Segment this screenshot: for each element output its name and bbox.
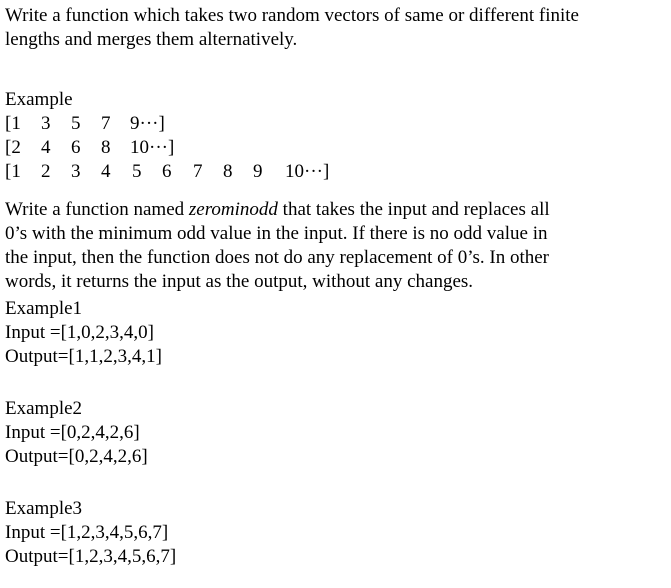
- task1-example-label: Example: [5, 89, 73, 110]
- example-matrix: [5, 112, 657, 184]
- matrix-cell: 3: [71, 161, 81, 182]
- matrix-cell: 5: [132, 161, 142, 182]
- matrix-cell: [1: [5, 161, 21, 182]
- matrix-cell: 3: [41, 113, 51, 134]
- matrix-cell: 8: [101, 137, 111, 158]
- document-body: [5, 4, 657, 569]
- matrix-cell: 2: [41, 161, 51, 182]
- matrix-cell: 9···]: [130, 113, 165, 134]
- matrix-cell: 10···]: [130, 137, 175, 158]
- example-label: Example3: [5, 498, 83, 519]
- task2-line-1-prefix: Write a function named: [5, 199, 189, 220]
- example-block-3: [5, 497, 657, 569]
- task1-description: [5, 4, 657, 52]
- matrix-cell: 5: [71, 113, 81, 134]
- function-name: zerominodd: [188, 199, 278, 220]
- example-input: Input =[0,2,4,2,6]: [5, 422, 140, 443]
- example-output: Output=[1,1,2,3,4,1]: [5, 346, 162, 367]
- matrix-cell: [2: [5, 137, 21, 158]
- task2-line-3: the input, then the function does not do any replacement of 0’s. In other: [5, 247, 549, 268]
- example-input: Input =[1,0,2,3,4,0]: [5, 322, 154, 343]
- example-input: Input =[1,2,3,4,5,6,7]: [5, 522, 169, 543]
- matrix-cell: 10···]: [285, 161, 330, 182]
- matrix-row-2: [5, 136, 657, 160]
- example-label: Example2: [5, 398, 83, 419]
- matrix-cell: 8: [223, 161, 233, 182]
- task2-line-2: 0’s with the minimum odd value in the input. If there is no odd value in: [5, 223, 548, 244]
- task2-line-1: [5, 198, 657, 222]
- matrix-cell: 7: [193, 161, 203, 182]
- task2-line-1-suffix: that takes the input and replaces all: [277, 199, 550, 220]
- task1-line-2: lengths and merges them alternatively.: [5, 29, 298, 50]
- task2-description: [5, 198, 657, 294]
- task2-line-4: words, it returns the input as the output, without any changes.: [5, 271, 474, 292]
- matrix-cell: 4: [41, 137, 51, 158]
- example-label: Example1: [5, 298, 83, 319]
- matrix-cell: 7: [101, 113, 111, 134]
- task2-section: [5, 198, 657, 569]
- example-block-1: [5, 297, 657, 369]
- example-output: Output=[0,2,4,2,6]: [5, 446, 148, 467]
- task1-section: [5, 4, 657, 184]
- example-output: Output=[1,2,3,4,5,6,7]: [5, 546, 177, 567]
- matrix-cell: 6: [71, 137, 81, 158]
- matrix-cell: [1: [5, 113, 21, 134]
- matrix-cell: 4: [101, 161, 111, 182]
- example-block-2: [5, 397, 657, 469]
- task1-line-1: Write a function which takes two random vectors of same or different finite: [5, 5, 579, 26]
- matrix-row-3: [5, 160, 657, 184]
- matrix-cell: 9: [253, 161, 263, 182]
- matrix-cell: 6: [162, 161, 172, 182]
- matrix-row-1: [5, 112, 657, 136]
